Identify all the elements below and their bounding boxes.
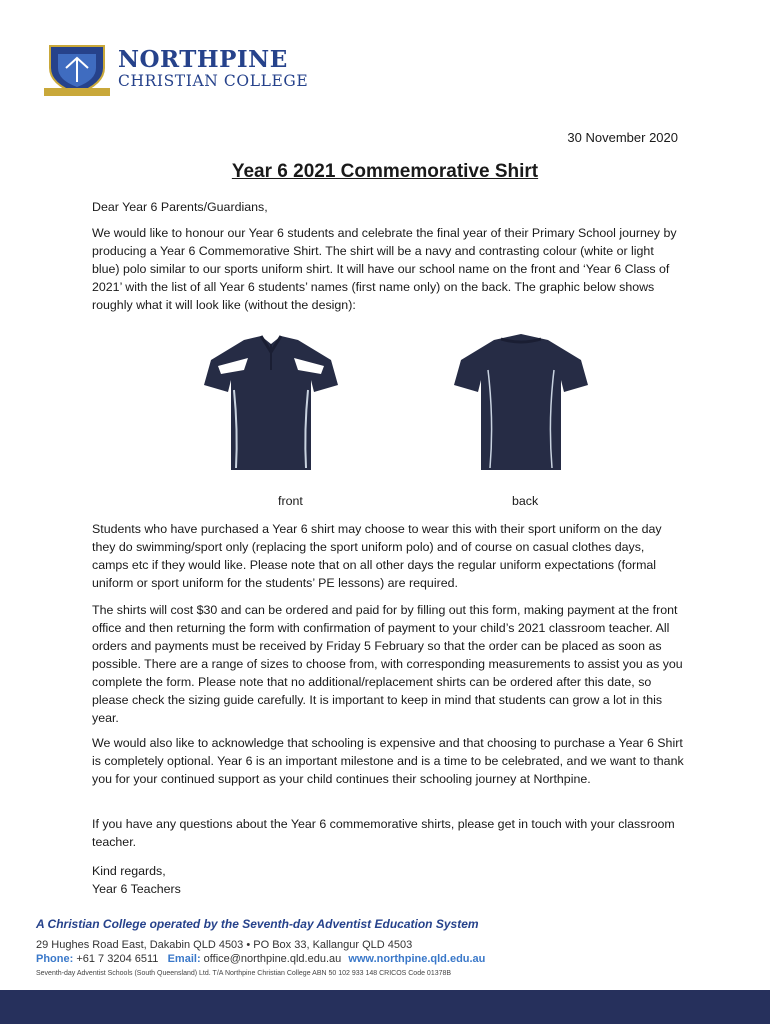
paragraph-acknowledgement: We would also like to acknowledge that schooling is expensive and that choosing to purchase a Year 6 Shirt is completely optional. Year 6 is an important milestone and is a time to be celebrated, and we want to thank you for your continued support as your child continues their schooling journey at Northpine. (92, 736, 684, 786)
email-link[interactable]: office@northpine.qld.edu.au (203, 953, 342, 965)
crest-icon (42, 38, 112, 98)
footer-tagline: A Christian College operated by the Seventh-day Adventist Education System (36, 917, 479, 931)
phone-label: Phone: (36, 953, 74, 965)
paragraph-questions: If you have any questions about the Year 6 commemorative shirts, please get in touch with your classroom teacher. (92, 817, 675, 849)
caption-front: front (278, 494, 303, 508)
shirt-front-image (196, 330, 346, 480)
paragraph-ordering: The shirts will cost $30 and can be ordered and paid for by filling out this form, making payment at the front office and then returning the form with confirmation of payment to your child’s 2021 classroom teacher. All orders and payments must be received by Friday 5 February so that the order can be placed as soon as possible. There are a range of sizes to choose from, with corresponding measurements to assist you as you complete the form. Please note that no additional/replacement shirts can be ordered after this date, so please check the sizing guide carefully. It is important to keep in mind that students can grow a lot in this year. (92, 603, 683, 725)
footer-contact (36, 953, 485, 965)
footer-address: 29 Hughes Road East, Dakabin QLD 4503 • PO Box 33, Kallangur QLD 4503 (36, 939, 413, 951)
signoff-line2: Year 6 Teachers (92, 882, 181, 896)
signoff-line1: Kind regards, (92, 864, 166, 878)
shirt-back-image (446, 330, 596, 480)
letter-title: Year 6 2021 Commemorative Shirt (231, 161, 539, 182)
letter-date: 30 November 2020 (567, 130, 678, 145)
paragraph-usage: Students who have purchased a Year 6 shirt may choose to wear this with their sport uniform on the day they do swimming/sport only (replacing the sport uniform polo) and of course on casual clothes days, camps etc if they would like. Please note that on all other days the regular uniform expectations (formal uniform or sport uniform for the students’ PE lessons) are required. (92, 522, 662, 590)
school-name-line1: NORTHPINE (118, 46, 288, 73)
college-logo (42, 38, 312, 100)
school-name-line2: CHRISTIAN COLLEGE (118, 72, 309, 90)
email-label: Email: (167, 953, 201, 965)
salutation: Dear Year 6 Parents/Guardians, (92, 200, 268, 214)
footer-bar (0, 990, 770, 1024)
phone-number[interactable]: +61 7 3204 6511 (76, 953, 159, 965)
paragraph-intro: We would like to honour our Year 6 students and celebrate the final year of their Primary School journey by producing a Year 6 Commemorative Shirt. The shirt will be a navy and contrasting colour (white or light blue) polo similar to our sports uniform shirt. It will have our school name on the front and ‘Year 6 Class of 2021’ with the list of all Year 6 students’ names (first name only) on the back. The graphic below shows roughly what it will look like (without the design): (92, 226, 677, 312)
footer-legal: Seventh-day Adventist Schools (South Queensland) Ltd. T/A Northpine Christian College ABN 50 102 933 148 CRICOS Code 01378B (36, 970, 452, 977)
caption-back: back (512, 494, 539, 508)
website-link[interactable]: www.northpine.qld.edu.au (348, 953, 486, 965)
